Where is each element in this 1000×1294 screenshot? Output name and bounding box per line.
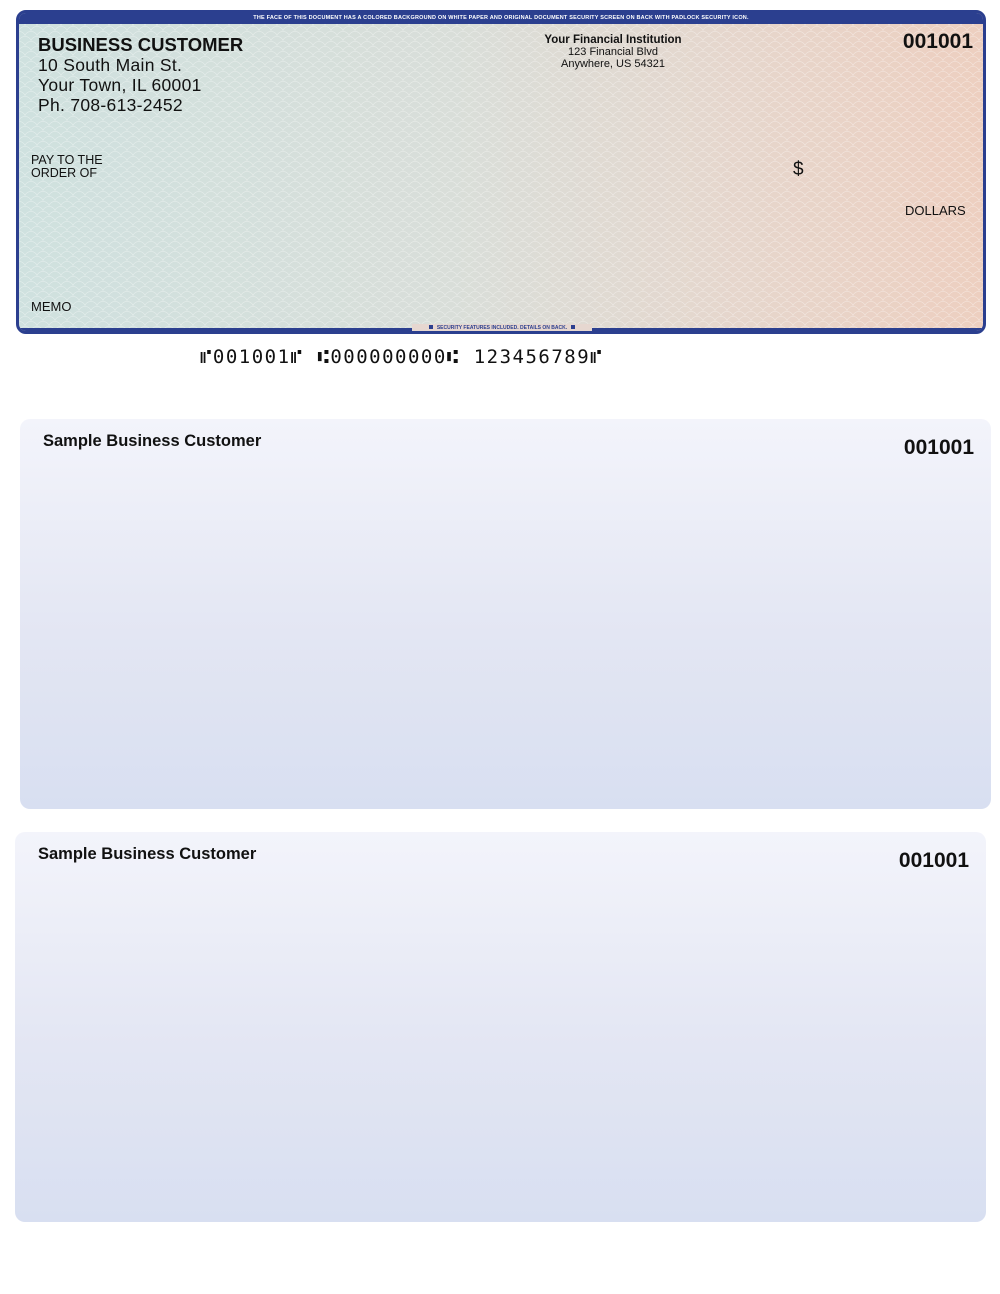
voucher-stub-2 [15, 832, 986, 1222]
check [16, 10, 986, 334]
micr-account-number: 123456789⑈ [473, 346, 604, 368]
check-number: 001001 [902, 30, 973, 53]
security-footer-text: SECURITY FEATURES INCLUDED. DETAILS ON BACK. [436, 325, 568, 331]
owner-address-line-1: 10 South Main St. [38, 55, 183, 75]
micr-routing-number: ⑆000000000⑆ [317, 346, 460, 368]
dollars-label: DOLLARS [905, 203, 966, 218]
owner-address-line-2: Your Town, IL 60001 [38, 75, 202, 95]
pay-to-line-2: ORDER OF [31, 166, 97, 180]
owner-phone: Ph. 708-613-2452 [38, 95, 183, 115]
bank-name: Your Financial Institution [544, 34, 682, 46]
bank-address-line-1: 123 Financial Blvd [568, 46, 658, 58]
pay-to-label [31, 154, 103, 180]
owner-name: BUSINESS CUSTOMER [38, 34, 244, 55]
dollar-sign: $ [793, 159, 804, 180]
padlock-icon [429, 325, 433, 329]
pay-to-line-1: PAY TO THE [31, 153, 103, 167]
security-footer [412, 324, 592, 332]
micr-check-number: ⑈001001⑈ [200, 346, 304, 368]
stub-check-number: 001001 [898, 849, 969, 872]
stub-customer-name: Sample Business Customer [43, 432, 262, 450]
bank-address-line-2: Anywhere, US 54321 [561, 58, 665, 70]
micr-line [200, 346, 617, 368]
padlock-icon [571, 325, 575, 329]
stub-customer-name: Sample Business Customer [38, 845, 257, 863]
bank-info [513, 34, 713, 70]
security-header: THE FACE OF THIS DOCUMENT HAS A COLORED BACKGROUND ON WHITE PAPER AND ORIGINAL DOCUMENT SECURITY SCREEN ON BACK WITH PADLOCK SECURITY ICON. [19, 13, 983, 24]
account-owner [38, 35, 243, 115]
voucher-stub-1 [20, 419, 991, 809]
memo-label: MEMO [31, 299, 72, 314]
stub-check-number: 001001 [903, 436, 974, 459]
